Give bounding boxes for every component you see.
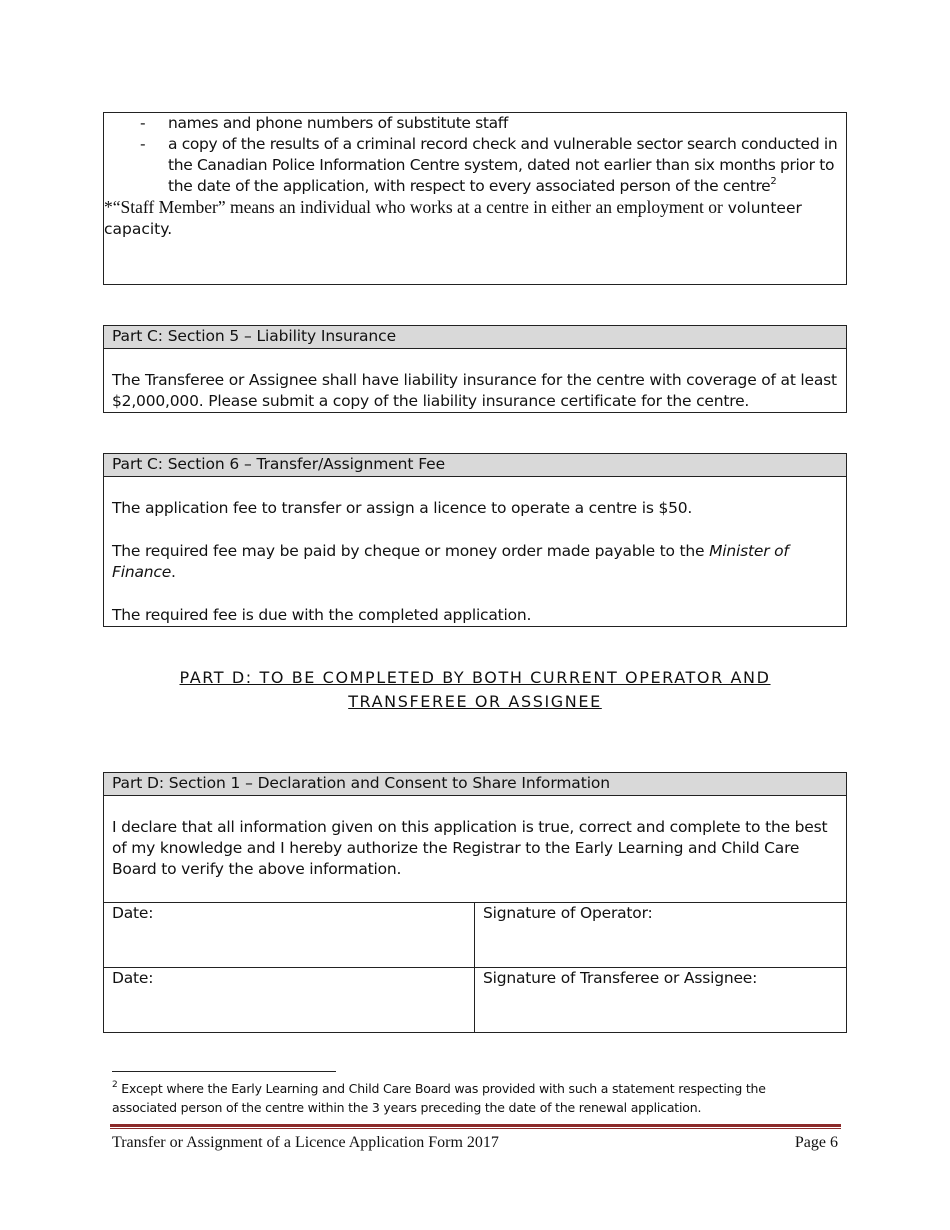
section-d1-heading: Part D: Section 1 – Declaration and Consent to Share Information [104, 773, 846, 796]
footer-divider [110, 1124, 841, 1127]
footer-divider-thin [110, 1128, 841, 1129]
part-d-title: PART D: TO BE COMPLETED BY BOTH CURRENT OPERATOR AND TRANSFEREE OR ASSIGNEE [179, 668, 771, 711]
footer-title: Transfer or Assignment of a Licence Application Form 2017 [112, 1134, 499, 1151]
staff-definition: *“Staff Member” means an individual who works at a centre in either an employment or volunteer capacity. [104, 197, 802, 238]
signature-field-transferee[interactable]: Signature of Transferee or Assignee: [483, 969, 758, 987]
date-field-operator[interactable]: Date: [104, 903, 475, 968]
fee-amount-text: The application fee to transfer or assign a licence to operate a centre is $50. [112, 499, 693, 517]
declaration-text: I declare that all information given on this application is true, correct and complete to the best of my knowledge and I hereby authorize the Registrar to the Early Learning and Child Care Board to verify the above information. [112, 818, 828, 878]
section-5-box [103, 325, 847, 413]
list-item: - a copy of the results of a criminal record check and vulnerable sector search conducted in the Canadian Police Information Centre system, dated not earlier than six months prior to the date of the application, with respect to every associated person of the centre$^2$ [104, 134, 846, 197]
date-field-transferee[interactable]: Date: [104, 968, 475, 1033]
signature-row-operator [104, 902, 846, 968]
footnote-ref: 2 [770, 175, 777, 187]
section-5-heading: Part C: Section 5 – Liability Insurance [104, 326, 846, 349]
list-item: - names and phone numbers of substitute staff [104, 113, 846, 134]
page-number: Page 6 [794, 1134, 838, 1151]
signature-row-transferee [104, 967, 846, 1033]
section-6-box [103, 453, 847, 627]
section-5-text: The Transferee or Assignee shall have liability insurance for the centre with coverage of at least $2,000,000. Please submit a copy of the liability insurance certificate for the centre. [112, 371, 837, 410]
signature-field-operator[interactable]: Signature of Operator: [483, 904, 653, 922]
footnote: $^2$ Except where the Early Learning and Child Care Board was provided with such a statement respecting the associated person of the centre within the 3 years preceding the date of the renewal application. [112, 1079, 766, 1115]
fee-payment-text: The required fee may be paid by cheque or money order made payable to the Minister of Finance. [112, 542, 789, 581]
requirements-list [104, 113, 846, 197]
section-d1-box [103, 772, 847, 1033]
continuation-box [103, 112, 847, 285]
fee-due-text: The required fee is due with the completed application. [112, 606, 532, 624]
page-footer [112, 1132, 838, 1154]
section-6-heading: Part C: Section 6 – Transfer/Assignment Fee [104, 454, 846, 477]
footnote-divider [112, 1071, 336, 1072]
